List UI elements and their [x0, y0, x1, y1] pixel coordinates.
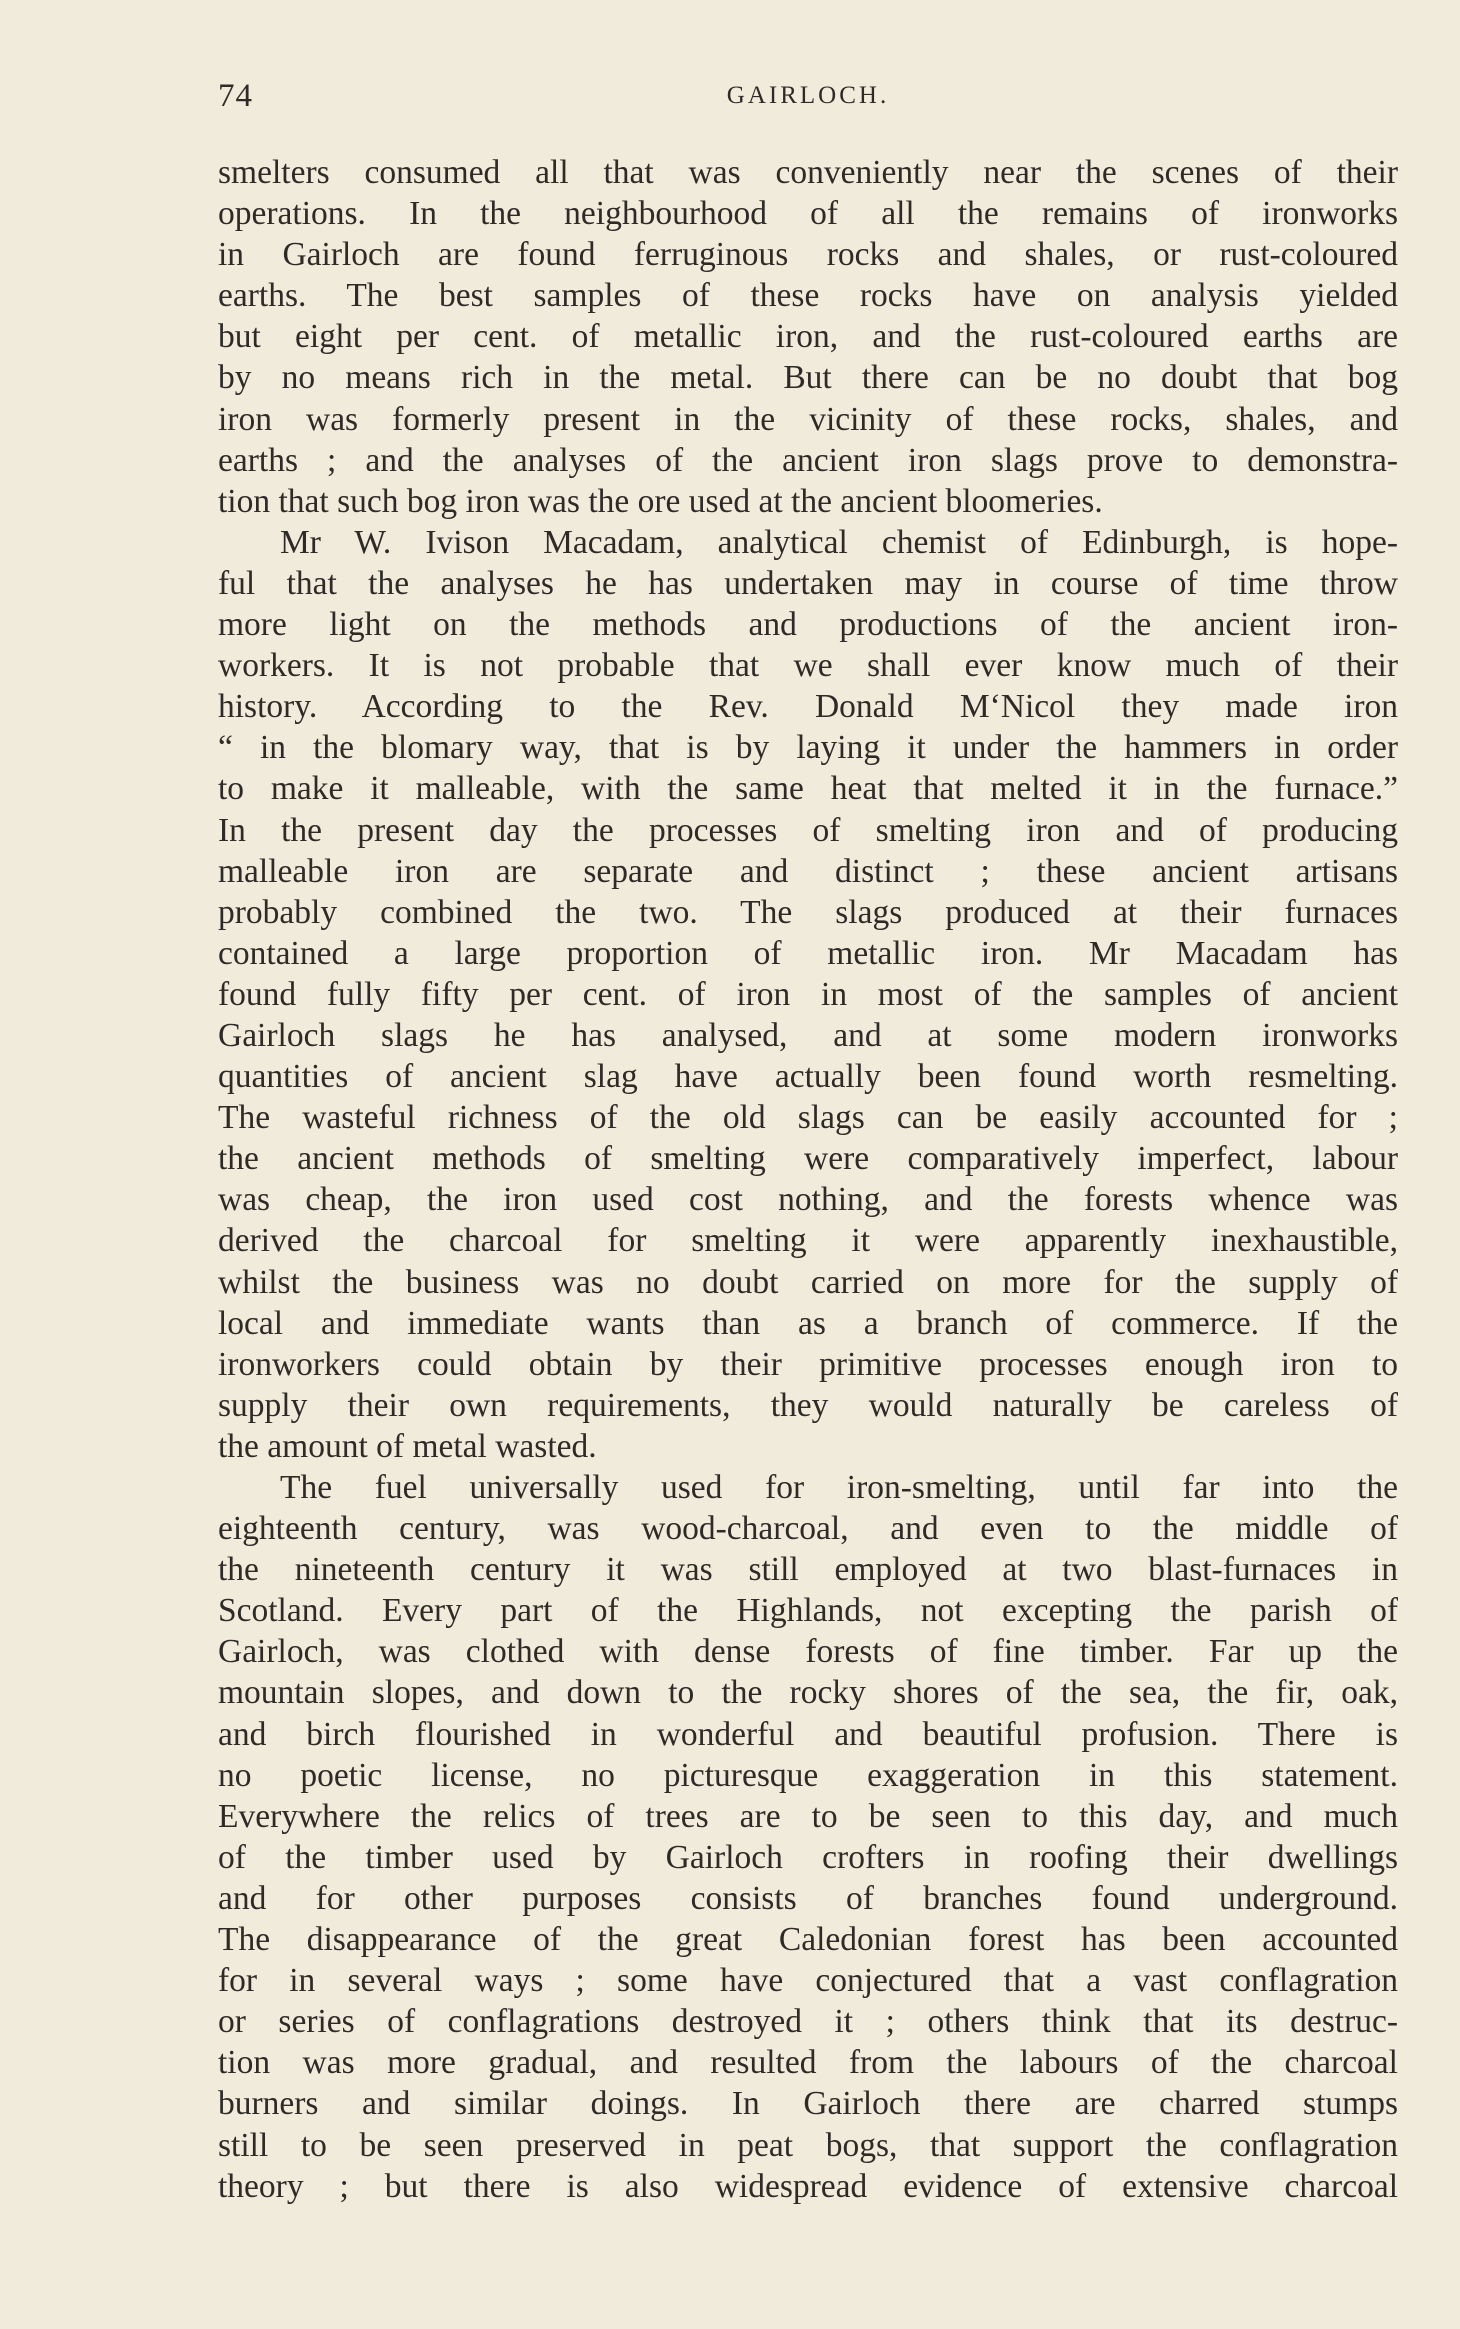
page-header: [218, 78, 1398, 118]
text-line: Scotland. Every part of the Highlands, not excepting the parish of: [218, 1592, 1398, 1630]
text-line: contained a large proportion of metallic iron. Mr Macadam has: [218, 934, 1398, 972]
text-line: the nineteenth century it was still employed at two blast-furnaces in: [218, 1551, 1398, 1589]
text-line: earths. The best samples of these rocks have on analysis yielded: [218, 277, 1398, 315]
text-line: burners and similar doings. In Gairloch there are charred stumps: [218, 2085, 1398, 2123]
text-line: workers. It is not probable that we shall ever know much of their: [218, 647, 1398, 685]
text-line: but eight per cent. of metallic iron, and the rust-coloured earths are: [218, 318, 1398, 356]
text-line: The wasteful richness of the old slags can be easily accounted for ;: [218, 1099, 1398, 1137]
text-line: earths ; and the analyses of the ancient iron slags prove to demonstra-: [218, 441, 1398, 479]
text-line: history. According to the Rev. Donald M‘Nicol they made iron: [218, 688, 1398, 726]
text-line: or series of conflagrations destroyed it ; others think that its destruc-: [218, 2003, 1398, 2041]
text-line: tion was more gradual, and resulted from the labours of the charcoal: [218, 2044, 1398, 2082]
text-line: the amount of metal wasted.: [218, 1427, 597, 1465]
text-line: supply their own requirements, they would naturally be careless of: [218, 1386, 1398, 1424]
text-line: to make it malleable, with the same heat that melted it in the furnace.”: [218, 770, 1398, 808]
text-line: was cheap, the iron used cost nothing, and the forests whence was: [218, 1181, 1398, 1219]
text-line: ironworkers could obtain by their primitive processes enough iron to: [218, 1345, 1398, 1383]
text-line: still to be seen preserved in peat bogs, that support the conflagration: [218, 2126, 1398, 2164]
text-line: Everywhere the relics of trees are to be seen to this day, and much: [218, 1797, 1398, 1835]
text-line: found fully fifty per cent. of iron in most of the samples of ancient: [218, 975, 1398, 1013]
text-line: The fuel universally used for iron-smelting, until far into the: [280, 1469, 1398, 1506]
text-line: the ancient methods of smelting were comparatively imperfect, labour: [218, 1140, 1398, 1178]
text-line: ful that the analyses he has undertaken may in course of time throw: [218, 564, 1398, 602]
text-line: of the timber used by Gairloch crofters in roofing their dwellings: [218, 1838, 1398, 1876]
text-line: Mr W. Ivison Macadam, analytical chemist of Edinburgh, is hope-: [280, 523, 1398, 561]
text-line: quantities of ancient slag have actually been found worth resmelting.: [218, 1058, 1398, 1096]
text-line: local and immediate wants than as a branch of commerce. If the: [218, 1304, 1398, 1342]
text-line: Gairloch slags he has analysed, and at some modern ironworks: [218, 1016, 1398, 1054]
text-line: no poetic license, no picturesque exaggeration in this statement.: [218, 1756, 1398, 1794]
text-line: theory ; but there is also widespread evidence of extensive charcoal: [218, 2167, 1398, 2205]
text-line: Gairloch, was clothed with dense forests of fine timber. Far up the: [218, 1633, 1398, 1671]
text-line: smelters consumed all that was conveniently near the scenes of their: [218, 154, 1398, 191]
running-head: GAIRLOCH.: [726, 82, 890, 109]
text-line: operations. In the neighbourhood of all the remains of ironworks: [218, 195, 1398, 233]
page-number: 74: [218, 78, 253, 114]
text-line: probably combined the two. The slags produced at their furnaces: [218, 893, 1398, 931]
text-line: more light on the methods and productions of the ancient iron-: [218, 606, 1398, 644]
text-line: The disappearance of the great Caledonian forest has been accounted: [218, 1921, 1398, 1959]
text-line: In the present day the processes of smelting iron and of producing: [218, 811, 1398, 849]
text-line: whilst the business was no doubt carried on more for the supply of: [218, 1263, 1398, 1301]
text-line: malleable iron are separate and distinct ; these ancient artisans: [218, 852, 1398, 890]
text-line: in Gairloch are found ferruginous rocks and shales, or rust-coloured: [218, 236, 1398, 274]
text-line: tion that such bog iron was the ore used at the ancient bloomeries.: [218, 482, 1103, 520]
text-line: for in several ways ; some have conjectured that a vast conflagration: [218, 1962, 1398, 2000]
body-text: [218, 152, 1398, 2207]
text-line: derived the charcoal for smelting it were apparently inexhaustible,: [218, 1222, 1398, 1260]
text-line: by no means rich in the metal. But there can be no doubt that bog: [218, 359, 1398, 397]
text-line: mountain slopes, and down to the rocky shores of the sea, the fir, oak,: [218, 1674, 1398, 1712]
text-line: eighteenth century, was wood-charcoal, and even to the middle of: [218, 1510, 1398, 1548]
text-line: and for other purposes consists of branches found underground.: [218, 1879, 1398, 1917]
text-line: “ in the blomary way, that is by laying it under the hammers in order: [218, 729, 1398, 767]
text-line: iron was formerly present in the vicinity of these rocks, shales, and: [218, 400, 1398, 438]
text-line: and birch flourished in wonderful and beautiful profusion. There is: [218, 1715, 1398, 1753]
